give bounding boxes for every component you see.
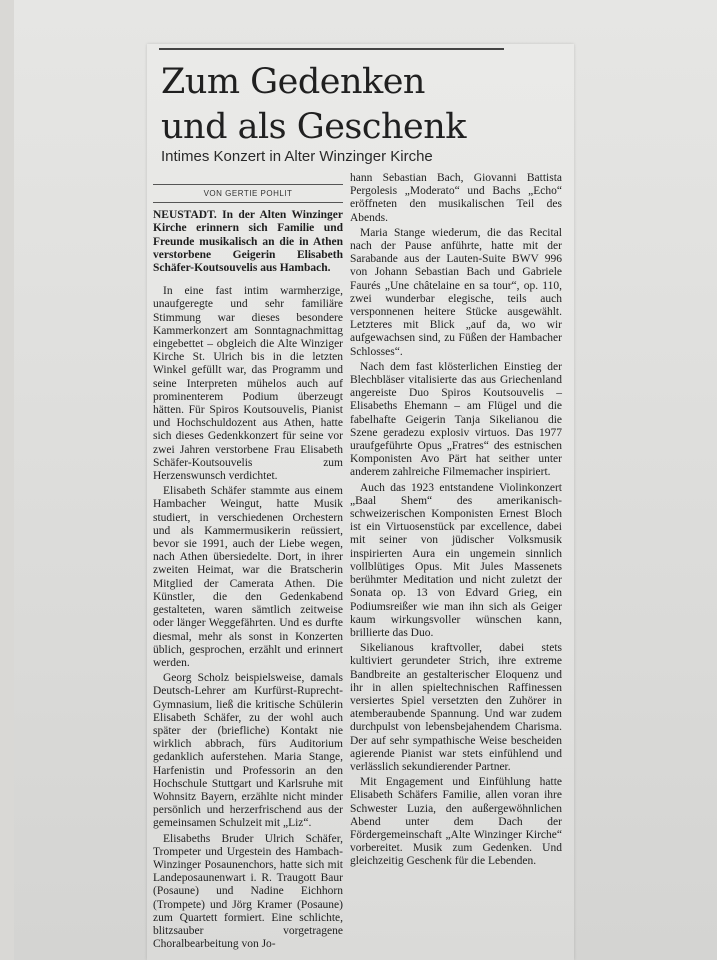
paragraph: Auch das 1923 entstandene Violinkonzert „Baal Shem“ des amerikanisch-schweizerischen Komponisten Ernest Bloch ist ein Virtuosenstück par excellence, dabei mit seiner von jüdischer Volksmusik inspirierten Aura ein ungemein sinnlich vollblütiges Opus. Mit Jules Massenets berühmter Meditation und nicht zuletzt der Sonata op. 13 von Edvard Grieg, ein Podiumsreißer wie man ihn sich als Geiger kaum wirkungsvoller wünschen kann, brillierte das Duo. [350,481,562,639]
paragraph: hann Sebastian Bach, Giovanni Battista Pergolesis „Moderato“ und Bachs „Echo“ eröffneten den musikalischen Teil des Abends. [350,172,562,224]
column-right [350,172,562,871]
subheadline: Intimes Konzert in Alter Winzinger Kirche [161,148,433,165]
paper-sheet [14,0,717,960]
top-rule [159,48,504,50]
byline: VON GERTIE POHLIT [153,184,343,203]
column-left [153,184,343,953]
paragraph: In eine fast intim warmherzige, unaufgeregte und sehr familiäre Stimmung war dieses besondere Kammerkonzert am Sonntagnachmittag eingebettet – obgleich die Alte Winziger Kirche St. Ulrich bis in die letzten Winkel gefüllt war, das Programm und seine Interpreten mühelos auch auf prominenterem Podium überzeugt hätten. Für Spiros Koutsouvelis, Pianist und Hochschuldozent aus Athen, hatte sich dieses Gedenkkonzert für seine vor zwei Jahren verstorbene Frau Elisabeth Schäfer-Koutsouvelis zum Herzenswunsch verdichtet. [153,285,343,483]
paragraph: Maria Stange wiederum, die das Recital nach der Pause anführte, hatte mit der Sarabande aus der Lauten-Suite BWV 996 von Johann Sebastian Bach und Gabriele Faurés „Une châtelaine en sa tour“, op. 110, zwei wunderbar elegische, teils auch versponnenen heitere Stücke ausgewählt. Letzteres mit Blick „auf da, wo wir aufgewachsen sind, zu Füßen der Hambacher Schlosses“. [350,226,562,358]
paragraph: Elisabeth Schäfer stammte aus einem Hambacher Weingut, hatte Musik studiert, in verschiedenen Orchestern und als Kammermusikerin reüssiert, bevor sie 1991, auch der Liebe wegen, nach Athen übersiedelte. Dort, in ihrer zweiten Heimat, war die Bratscherin Mitglied der Camerata Athen. Die Künstler, die den Gedenkabend gestalteten, waren sämtlich zeitweise oder länger Weggefährten. Und es durfte diesmal, mehr als sonst in Konzerten üblich, gesprochen, erzählt und erinnert werden. [153,485,343,669]
paragraph: Nach dem fast klösterlichen Einstieg der Blechbläser vitalisierte das aus Griechenland angereiste Duo Spiros Koutsouvelis – Elisabeths Ehemann – am Flügel und die fabelhafte Geigerin Tanja Sikelianou die Szene geradezu explosiv virtuos. Das 1977 uraufgeführte Opus „Fratres“ des estnischen Komponisten Avo Pärt hat seither unter anderem zahlreiche Filmemacher inspiriert. [350,360,562,479]
paragraph: Georg Scholz beispielsweise, damals Deutsch-Lehrer am Kurfürst-Ruprecht-Gymnasium, ließ die kritische Schülerin Elisabeth Schäfer, zu der wohl auch später der (briefliche) Kontakt nie wirklich abbrach, fürs Auditorium gedanklich auferstehen. Maria Stange, Harfenistin und Professorin an den Hochschule Stuttgart und Karlsruhe mit Wohnsitz Bayern, erzählte nicht minder persönlich und herzerfrischend aus der gemeinsamen Schulzeit mit „Liz“. [153,672,343,830]
paragraph: Mit Engagement und Einfühlung hatte Elisabeth Schäfers Familie, allen voran ihre Schwester Luzia, den außergewöhnlichen Abend unter dem Dach der Fördergemeinschaft „Alte Winzinger Kirche“ vorbereitet. Musik zum Gedenken. Und gleichzeitig Geschenk für die Lebenden. [350,776,562,868]
headline-line-2: und als Geschenk [161,107,467,147]
headline-line-1: Zum Gedenken [161,62,425,102]
paragraph: Sikelianous kraftvoller, dabei stets kultiviert gerundeter Strich, ihre extreme Bandbreite an gestalterischer Eloquenz und ihr in allen spieltechnischen Raffinessen versiertes Spiel versetzten den Zuhörer in atemberaubende Spannung. Und war zudem durchpulst von lebensbejahendem Charisma. Der auf sehr sympathische Weise bescheiden agierende Pianist war stets einfühlend und verlässlich sekundierender Partner. [350,642,562,773]
lead-paragraph: NEUSTADT. In der Alten Winzinger Kirche erinnern sich Familie und Freunde musikalisch an die in Athen verstorbene Geigerin Elisabeth Schäfer-Koutsouvelis aus Hambach. [153,209,343,275]
headline [161,60,561,150]
paragraph: Elisabeths Bruder Ulrich Schäfer, Trompeter und Urgestein des Hambach-Winzinger Posaunenchors, hatte sich mit Landeposaunenwart i. R. Traugott Baur (Posaune) und Nadine Eichhorn (Trompete) und Jörg Kramer (Posaune) zum Quartett formiert. Eine schlichte, blitzsauber vorgetragene Choralbearbeitung von Jo- [153,832,343,951]
newspaper-clipping [147,44,574,960]
